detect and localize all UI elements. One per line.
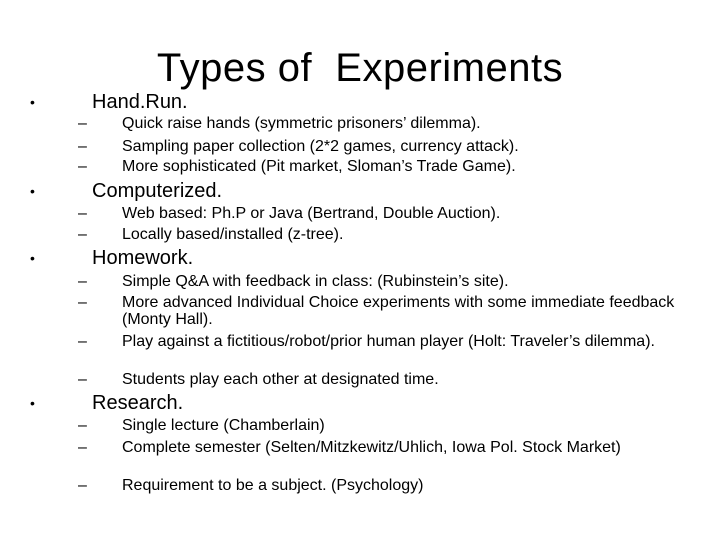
- dash-icon: –: [78, 477, 87, 494]
- dash-icon: –: [78, 333, 87, 350]
- section-heading: Computerized.: [92, 180, 223, 202]
- list-item-text: More sophisticated (Pit market, Sloman’s Trade Game).: [122, 158, 516, 175]
- list-item-text: Web based: Ph.P or Java (Bertrand, Double Auction).: [122, 205, 501, 222]
- dash-icon: –: [78, 417, 87, 434]
- list-item-text: Complete semester (Selten/Mitzkewitz/Uhlich, Iowa Pol. Stock Market): [122, 439, 621, 456]
- dash-icon: –: [78, 115, 87, 132]
- bullet-icon: •: [30, 94, 35, 110]
- dash-icon: –: [78, 294, 87, 311]
- list-item-text: Students play each other at designated time.: [122, 371, 439, 388]
- section-heading: Hand.Run.: [92, 91, 188, 113]
- bullet-icon: •: [30, 395, 35, 411]
- section-computerized: [0, 180, 720, 204]
- list-item-text: Sampling paper collection (2*2 games, currency attack).: [122, 138, 519, 155]
- dash-icon: –: [78, 158, 87, 175]
- list-item-text: Play against a fictitious/robot/prior human player (Holt: Traveler’s dilemma).: [122, 333, 655, 350]
- dash-icon: –: [78, 138, 87, 155]
- dash-icon: –: [78, 205, 87, 222]
- list-item-text: Quick raise hands (symmetric prisoners’ dilemma).: [122, 115, 481, 132]
- section-hand-run: [0, 91, 720, 115]
- list-item-text: Locally based/installed (z-tree).: [122, 226, 344, 243]
- section-research: [0, 392, 720, 416]
- section-homework: [0, 247, 720, 271]
- slide-title: Types of Experiments: [156, 46, 564, 90]
- dash-icon: –: [78, 226, 87, 243]
- list-item-text: Single lecture (Chamberlain): [122, 417, 325, 434]
- bullet-icon: •: [30, 250, 35, 266]
- list-item-text: Requirement to be a subject. (Psychology): [122, 477, 424, 494]
- dash-icon: –: [78, 273, 87, 290]
- bullet-icon: •: [30, 183, 35, 199]
- dash-icon: –: [78, 439, 87, 456]
- section-heading: Research.: [92, 392, 184, 414]
- list-item-text: Simple Q&A with feedback in class: (Rubinstein’s site).: [122, 273, 509, 290]
- dash-icon: –: [78, 371, 87, 388]
- list-item-text: More advanced Individual Choice experiments with some immediate feedback (Monty Hall).: [122, 294, 675, 328]
- section-heading: Homework.: [92, 247, 194, 269]
